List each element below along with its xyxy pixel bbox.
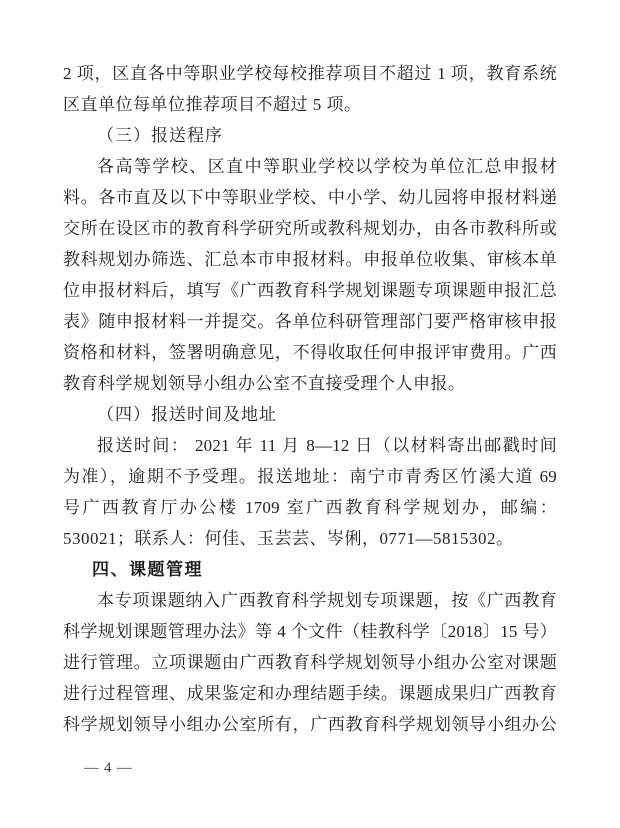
document-line: 区直单位每单位推荐项目不超过 5 项。 <box>63 95 362 114</box>
document-line: 号广西教育厅办公楼 1709 室广西教育科学规划办，邮编： <box>63 498 557 517</box>
document-body <box>63 58 557 740</box>
document-line: 进行过程管理、成果鉴定和办理结题手续。课题成果归广西教育 <box>63 684 557 703</box>
document-line: 科学规划领导小组办公室所有，广西教育科学规划领导小组办公 <box>63 715 557 734</box>
document-line: 教科规划办筛选、汇总本市申报材料。申报单位收集、审核本单 <box>63 250 557 269</box>
document-line: 本专项课题纳入广西教育科学规划专项课题，按《广西教育 <box>97 591 557 610</box>
document-line: 各高等学校、区直中等职业学校以学校为单位汇总申报材 <box>97 157 557 176</box>
document-line: 资格和材料，签署明确意见，不得收取任何申报评审费用。广西 <box>63 343 557 362</box>
document-line: 位申报材料后，填写《广西教育科学规划课题专项课题申报汇总 <box>63 281 557 300</box>
page-number: — 4 — <box>84 760 133 776</box>
document-line: 教育科学规划领导小组办公室不直接受理个人申报。 <box>63 374 466 393</box>
document-line: 交所在设区市的教育科学研究所或教科规划办，由各市教科所或 <box>63 219 557 238</box>
document-line: 报送时间： 2021 年 11 月 8—12 日（以材料寄出邮戳时间 <box>97 436 557 455</box>
document-line: 料。各市直及以下中等职业学校、中小学、幼儿园将申报材料递 <box>63 188 557 207</box>
document-line: 530021；联系人：何佳、玉芸芸、岑俐，0771—5815302。 <box>63 529 514 548</box>
document-line: 2 项，区直各中等职业学校每校推荐项目不超过 1 项，教育系统 <box>63 64 557 83</box>
section-heading: （四）报送时间及地址 <box>97 405 277 424</box>
document-line: 为准），逾期不予受理。报送地址：南宁市青秀区竹溪大道 69 <box>63 467 557 486</box>
document-line: 进行管理。立项课题由广西教育科学规划领导小组办公室对课题 <box>63 653 557 672</box>
section-heading: （三）报送程序 <box>97 126 223 145</box>
section-heading: 四、课题管理 <box>92 560 203 579</box>
document-line: 科学规划课题管理办法》等 4 个文件（桂教科学〔2018〕15 号） <box>63 622 557 641</box>
document-line: 表》随申报材料一并提交。各单位科研管理部门要严格审核申报 <box>63 312 557 331</box>
